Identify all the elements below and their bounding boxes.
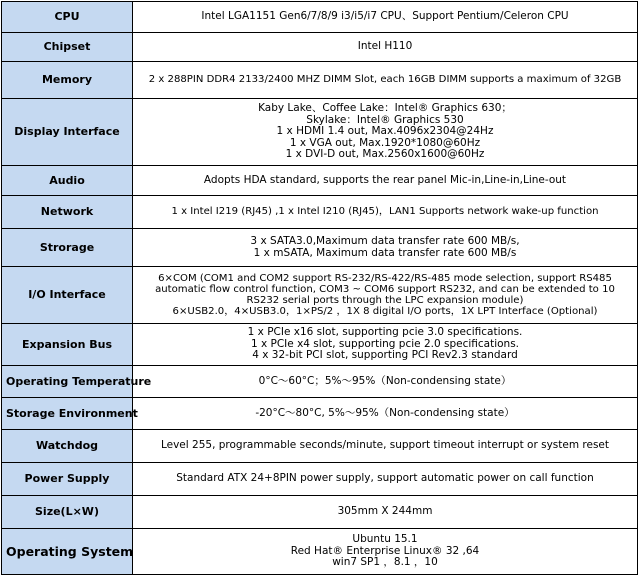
spec-value-line: automatic flow control function, COM3 ~ COM6 support RS232, and can be extended to 10: [155, 283, 615, 295]
spec-value-line: 1 x VGA out, Max.1920*1080@60Hz: [289, 136, 481, 149]
spec-value-line: 1 x PCIe x16 slot, supporting pcie 3.0 specifications.: [247, 326, 523, 339]
spec-value-line: Adopts HDA standard, supports the rear panel Mic-in,Line-in,Line-out: [203, 173, 567, 186]
spec-row-operating-system: [2, 529, 638, 575]
spec-row-network: [2, 196, 638, 229]
spec-value-line: 2 x 288PIN DDR4 2133/2400 MHZ DIMM Slot, each 16GB DIMM supports a maximum of 32GB: [148, 74, 622, 86]
spec-value: [133, 62, 638, 99]
spec-value: [133, 529, 638, 575]
spec-label: Memory: [2, 62, 133, 99]
spec-label: Audio: [2, 166, 133, 196]
spec-value: [133, 2, 638, 33]
spec-value-line: RS232 serial ports through the LPC expansion module): [246, 295, 524, 306]
spec-value: [133, 430, 638, 463]
spec-label: Watchdog: [2, 430, 133, 463]
spec-value-line: 1 x HDMI 1.4 out, Max.4096x2304@24Hz: [276, 125, 494, 138]
spec-row-watchdog: [2, 430, 638, 463]
spec-value: [133, 366, 638, 398]
spec-row-chipset: [2, 33, 638, 62]
spec-label: I/O Interface: [2, 267, 133, 324]
spec-label: Display Interface: [2, 99, 133, 166]
spec-value: [133, 33, 638, 62]
spec-value-line: 0°C～60°C；5%～95%（Non-condensing state）: [258, 374, 512, 387]
spec-value: [133, 267, 638, 324]
spec-value-line: 1 x PCIe x4 slot, supporting pcie 2.0 specifications.: [250, 337, 520, 350]
spec-value-line: 1 x DVI-D out, Max.2560x1600@60Hz: [285, 148, 485, 161]
spec-table: [1, 1, 638, 575]
spec-label: Storage Environment: [2, 398, 133, 430]
spec-value: [133, 496, 638, 529]
spec-value-line: Ubuntu 15.1: [352, 533, 418, 546]
spec-value-line: 3 x SATA3.0,Maximum data transfer rate 600 MB/s,: [250, 234, 520, 247]
spec-row-io-interface: [2, 267, 638, 324]
spec-value: [133, 463, 638, 496]
spec-label: Strorage: [2, 229, 133, 267]
spec-value-line: 6×USB2.0，4×USB3.0，1×PS/2 ，1X 8 digital I/O ports，1X LPT Interface (Optional): [172, 306, 598, 318]
spec-value: [133, 324, 638, 366]
spec-value: [133, 166, 638, 196]
spec-row-operating-temperature: [2, 366, 638, 398]
spec-row-display-interface: [2, 99, 638, 166]
spec-value-line: Kaby Lake、Coffee Lake：Intel® Graphics 630；: [258, 102, 512, 115]
spec-row-memory: [2, 62, 638, 99]
spec-value-line: Skylake：Intel® Graphics 530: [306, 113, 464, 126]
spec-value-line: 6×COM (COM1 and COM2 support RS-232/RS-422/RS-485 mode selection, support RS485: [158, 272, 612, 284]
spec-value-line: Intel LGA1151 Gen6/7/8/9 i3/i5/i7 CPU、Support Pentium/Celeron CPU: [201, 10, 569, 23]
spec-value-line: Standard ATX 24+8PIN power supply, support automatic power on call function: [176, 472, 594, 485]
spec-value-line: Level 255, programmable seconds/minute, support timeout interrupt or system reset: [160, 439, 610, 452]
spec-row-power-supply: [2, 463, 638, 496]
spec-value-line: 4 x 32-bit PCI slot, supporting PCI Rev2.3 standard: [252, 349, 518, 362]
spec-value: [133, 229, 638, 267]
spec-label: Operating Temperature: [2, 366, 133, 398]
spec-row-storage-environment: [2, 398, 638, 430]
spec-label: Expansion Bus: [2, 324, 133, 366]
spec-value-line: 1 x Intel I219 (RJ45) ,1 x Intel I210 (RJ45)，LAN1 Supports network wake-up function: [171, 206, 599, 218]
spec-row-storage: [2, 229, 638, 267]
spec-row-cpu: [2, 2, 638, 33]
spec-label: Size(L×W): [2, 496, 133, 529]
spec-value: [133, 398, 638, 430]
spec-label: Network: [2, 196, 133, 229]
spec-label: Operating System: [2, 529, 133, 575]
spec-value-line: Intel H110: [357, 40, 413, 53]
spec-row-audio: [2, 166, 638, 196]
spec-label: Power Supply: [2, 463, 133, 496]
spec-value-line: 305mm X 244mm: [337, 505, 433, 518]
spec-row-size: [2, 496, 638, 529]
spec-value-line: win7 SP1 ，8.1 ，10: [332, 556, 438, 569]
spec-row-expansion-bus: [2, 324, 638, 366]
spec-value: [133, 196, 638, 229]
spec-label: CPU: [2, 2, 133, 33]
spec-value-line: -20°C～80°C, 5%～95%（Non-condensing state）: [255, 406, 515, 419]
spec-value-line: 1 x mSATA, Maximum data transfer rate 600 MB/s: [253, 246, 517, 259]
spec-value: [133, 99, 638, 166]
spec-label: Chipset: [2, 33, 133, 62]
spec-value-line: Red Hat® Enterprise Linux® 32 ,64: [290, 544, 480, 557]
